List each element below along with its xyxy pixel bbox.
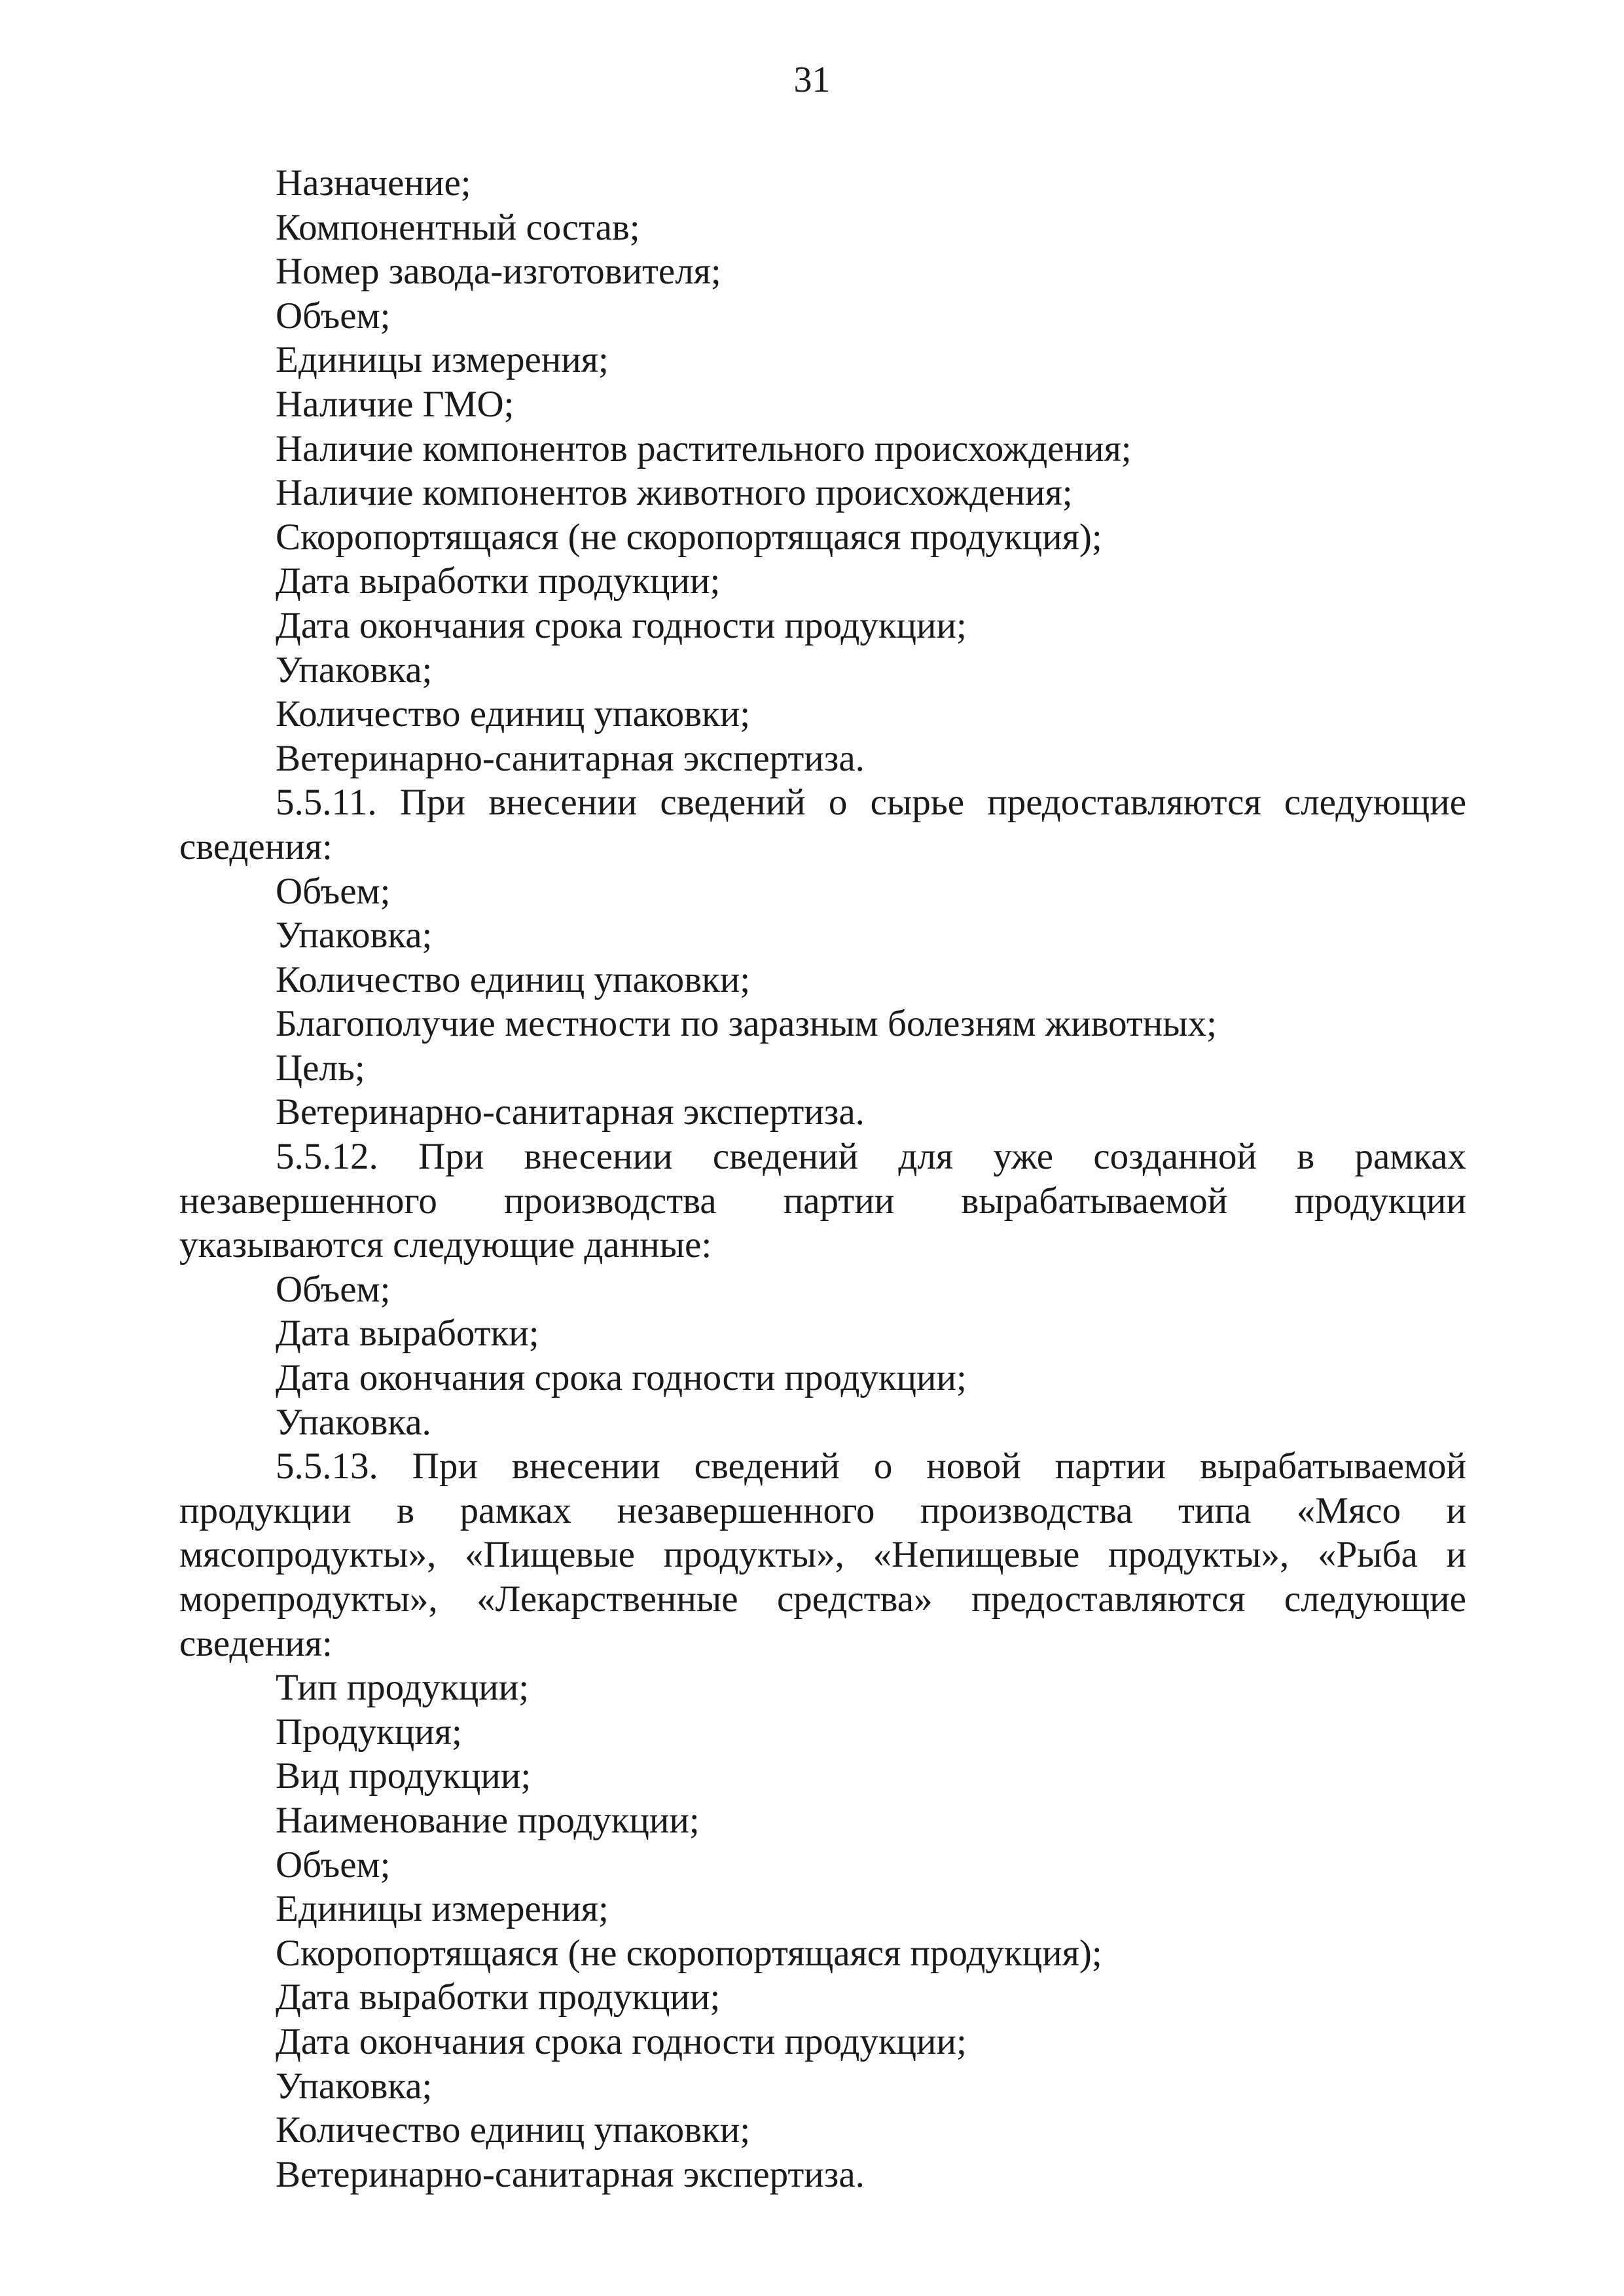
list-item: Ветеринарно-санитарная экспертиза.	[276, 2153, 865, 2195]
list-item: Наличие компонентов животного происхождения;	[276, 472, 1073, 514]
list-item: Количество единиц упаковки;	[276, 958, 751, 1000]
list-item: Упаковка.	[276, 1401, 431, 1443]
list-item: Дата выработки продукции;	[276, 1977, 721, 2018]
list-item: Количество единиц упаковки;	[276, 2109, 751, 2151]
list-item: Ветеринарно-санитарная экспертиза.	[276, 737, 865, 779]
list-item: Компонентный состав;	[276, 206, 640, 248]
list-item: Вид продукции;	[276, 1755, 532, 1797]
list-item: Дата выработки продукции;	[276, 560, 721, 602]
list-item: Благополучие местности по заразным болезням животных;	[276, 1003, 1217, 1045]
list-item: Упаковка;	[276, 649, 433, 691]
list-item: Дата окончания срока годности продукции;	[276, 604, 967, 646]
paragraph-5-5-13	[179, 1444, 1466, 1666]
list-item: Объем;	[276, 295, 391, 337]
list-item: Наличие компонентов растительного происхождения;	[276, 428, 1132, 469]
paragraph-line: 5.5.12. При внесении сведений для уже созданной в рамках	[276, 1136, 1466, 1178]
list-item: Единицы измерения;	[276, 1888, 609, 1930]
list-item: Тип продукции;	[276, 1667, 530, 1709]
list-item: Наличие ГМО;	[276, 383, 514, 425]
list-item: Дата окончания срока годности продукции;	[276, 2020, 967, 2062]
list-item: Продукция;	[276, 1711, 462, 1753]
paragraph-line: 5.5.13. При внесении сведений о новой партии вырабатываемой	[276, 1446, 1466, 1487]
paragraph-5-5-12	[179, 1135, 1466, 1267]
paragraph-line: морепродукты», «Лекарственные средства» предоставляются следующие	[179, 1578, 1466, 1620]
list-item: Назначение;	[276, 162, 471, 204]
paragraph-line: указываются следующие данные:	[179, 1224, 712, 1266]
paragraph-line: продукции в рамках незавершенного производства типа «Мясо и	[179, 1489, 1466, 1531]
list-item: Единицы измерения;	[276, 339, 609, 381]
list-item: Наименование продукции;	[276, 1799, 700, 1841]
list-item: Цель;	[276, 1047, 365, 1089]
list-item: Объем;	[276, 870, 391, 912]
list-item: Объем;	[276, 1268, 391, 1310]
page-number: 31	[793, 60, 831, 100]
paragraph-line: сведения:	[179, 826, 333, 867]
list-item: Номер завода-изготовителя;	[276, 251, 721, 293]
paragraph-line: сведения:	[179, 1622, 333, 1664]
list-item: Дата выработки;	[276, 1313, 539, 1355]
list-item: Упаковка;	[276, 915, 433, 957]
list-item: Скоропортящаяся (не скоропортящаяся продукция);	[276, 1932, 1102, 1974]
paragraph-line: 5.5.11. При внесении сведений о сырье предоставляются следующие	[276, 782, 1466, 824]
list-item: Количество единиц упаковки;	[276, 693, 751, 735]
list-item: Скоропортящаяся (не скоропортящаяся продукция);	[276, 516, 1102, 558]
list-item: Ветеринарно-санитарная экспертиза.	[276, 1091, 865, 1133]
list-item: Дата окончания срока годности продукции;	[276, 1357, 967, 1399]
list-item: Объем;	[276, 1844, 391, 1886]
paragraph-line: незавершенного производства партии вырабатываемой продукции	[179, 1180, 1466, 1222]
paragraph-line: мясопродукты», «Пищевые продукты», «Непищевые продукты», «Рыба и	[179, 1534, 1466, 1576]
paragraph-5-5-11	[179, 780, 1466, 869]
document-body	[179, 161, 1466, 2196]
list-item: Упаковка;	[276, 2065, 433, 2107]
